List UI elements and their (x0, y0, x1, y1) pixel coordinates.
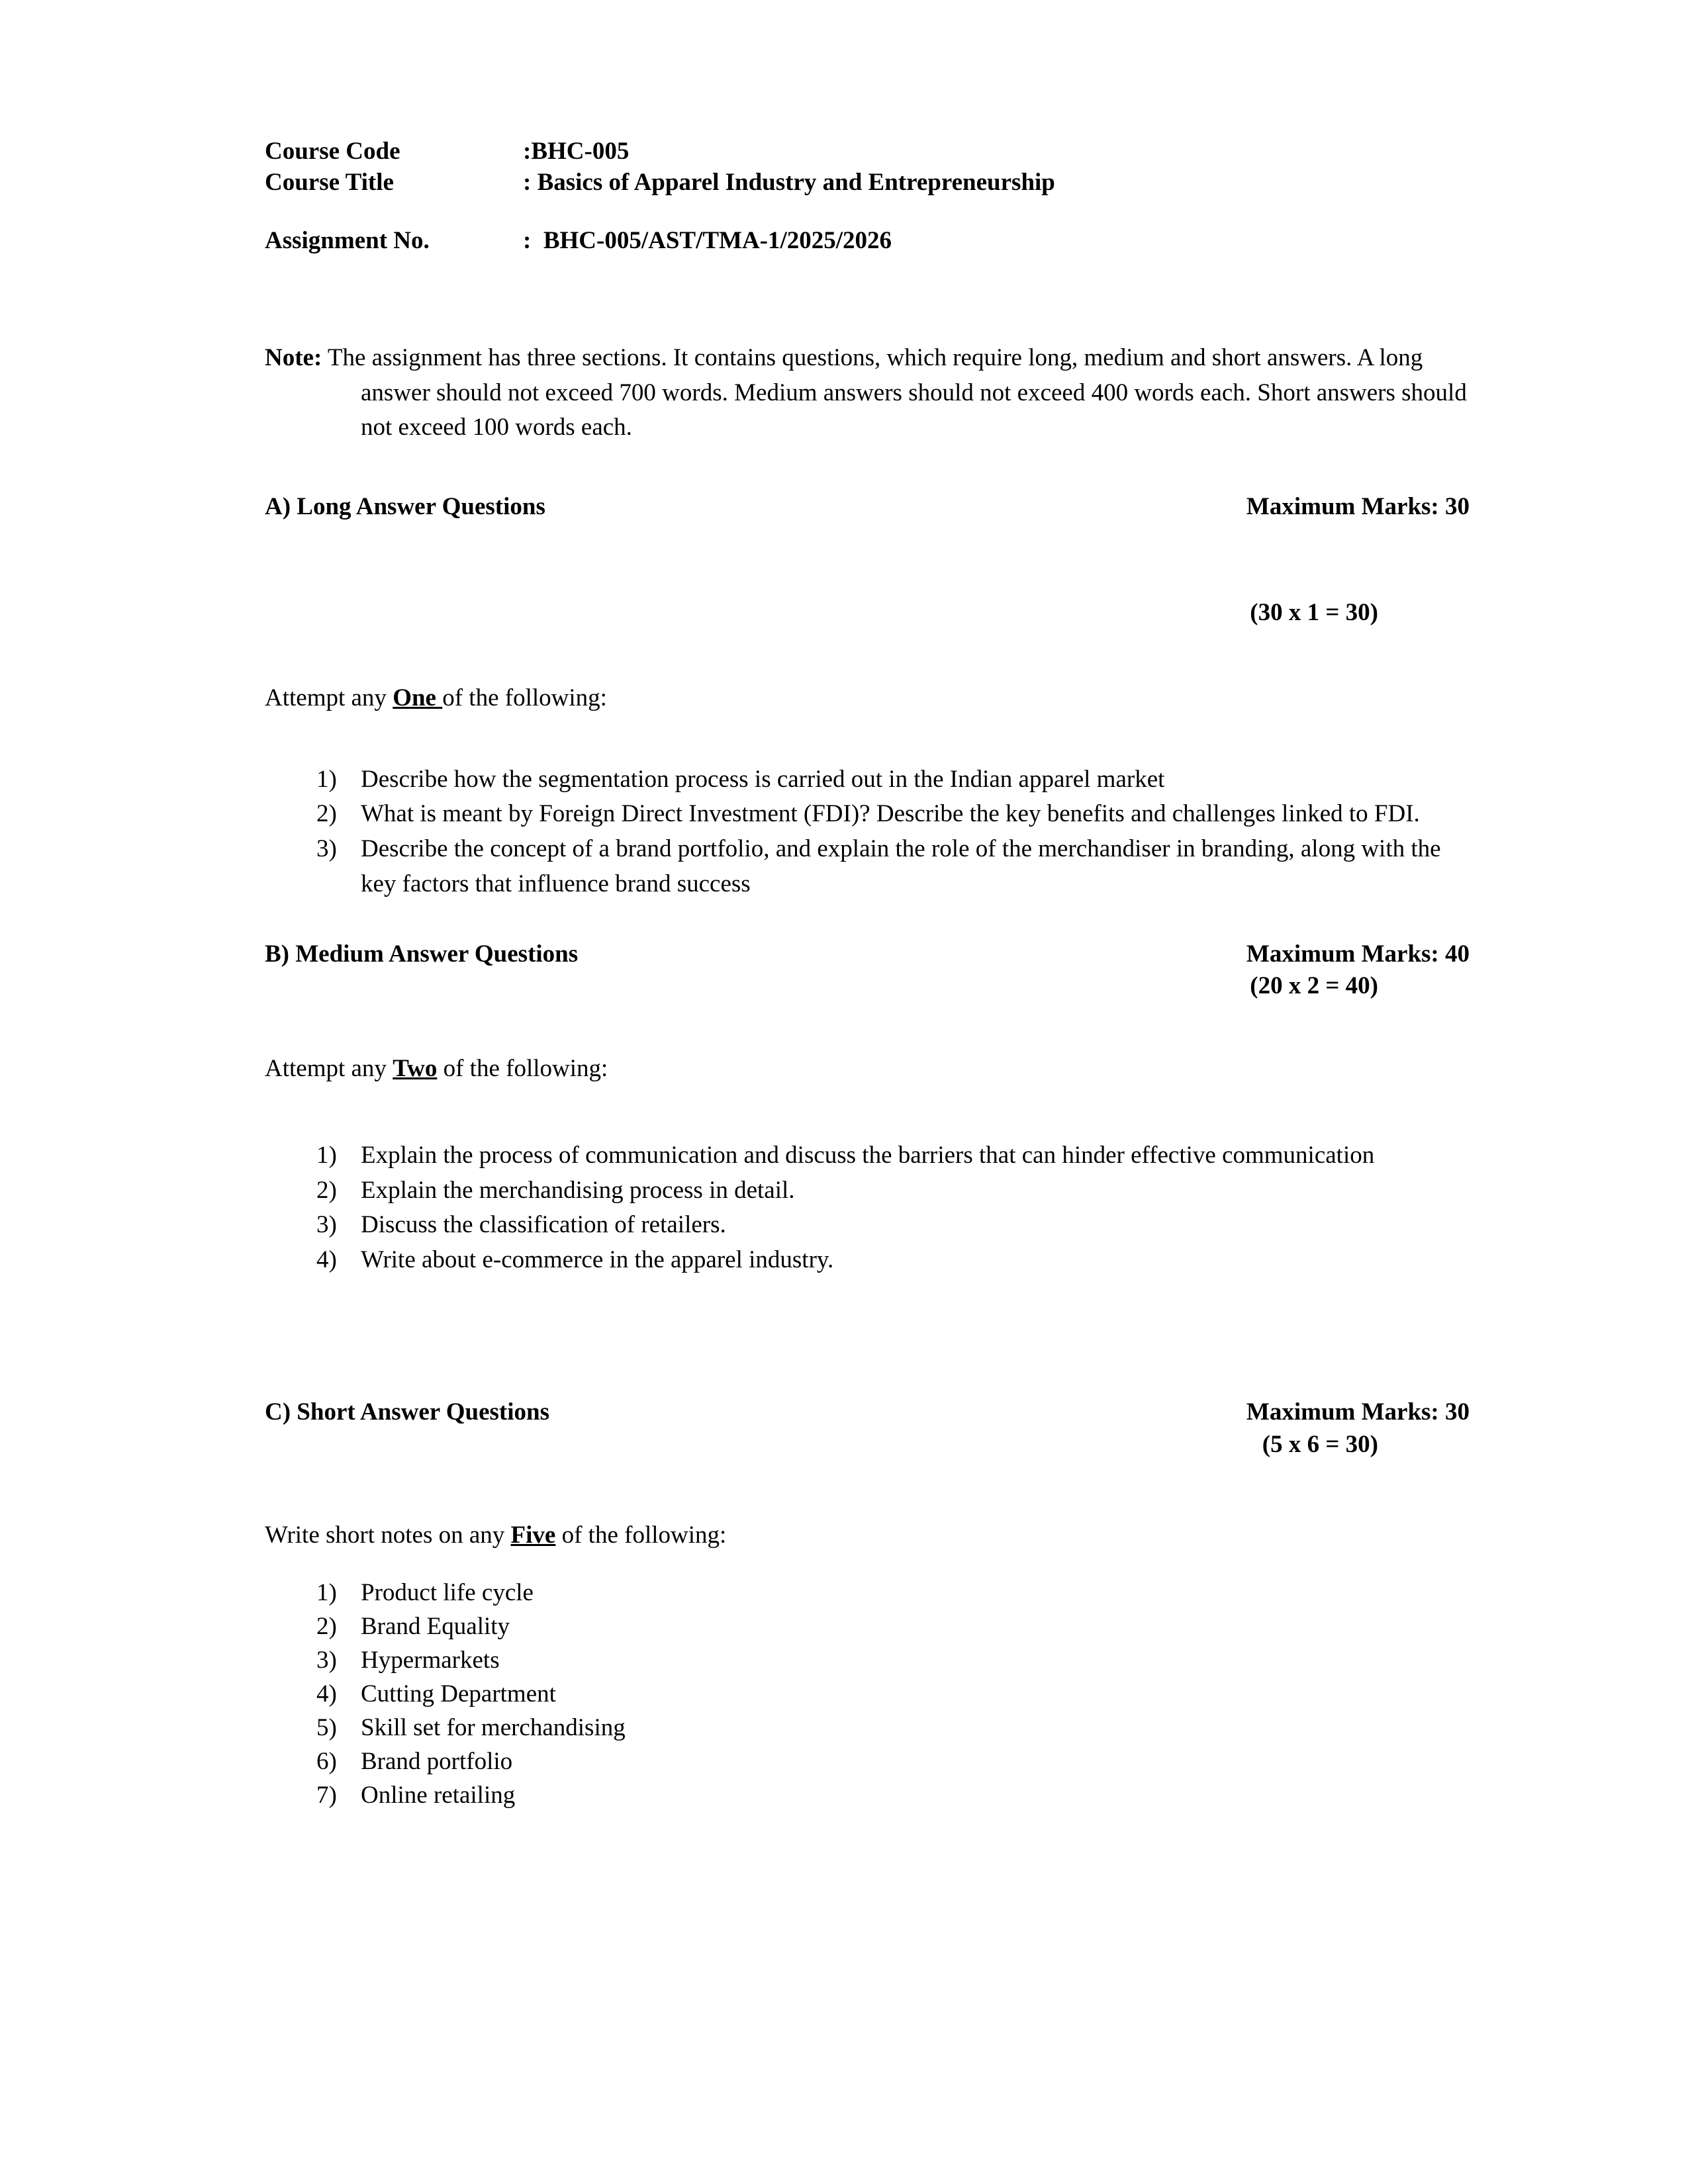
question-number: 1) (316, 1578, 337, 1606)
note-label: Note: (265, 344, 322, 372)
question-text: Skill set for merchandising (361, 1713, 626, 1741)
spacer-section-b-attempt (265, 1002, 1476, 1028)
question-number: 1) (316, 765, 337, 793)
section-c-attempt-line (265, 1520, 1476, 1551)
section-b-attempt-prefix: Attempt any (265, 1055, 393, 1083)
section-a-attempt-emphasis: One (393, 684, 443, 711)
list-item (265, 1643, 1476, 1677)
question-text: Brand portfolio (361, 1748, 513, 1775)
section-a-marks-breakdown: (30 x 1 = 30) (1250, 598, 1378, 626)
question-text: Cutting Department (361, 1680, 556, 1707)
question-number: 2) (316, 1176, 337, 1204)
section-c-attempt-suffix: of the following: (555, 1521, 727, 1549)
course-code-row (265, 136, 1476, 167)
question-text: Product life cycle (361, 1578, 534, 1606)
list-item (265, 1610, 1476, 1643)
section-a-title: A) Long Answer Questions (265, 492, 545, 520)
spacer-before-section-b (265, 901, 1476, 938)
assignment-no-row (265, 225, 1476, 256)
question-text: Write about e-commerce in the apparel industry. (361, 1246, 834, 1273)
section-c-attempt-prefix: Write short notes on any (265, 1521, 511, 1549)
spacer-section-a-attempt (265, 629, 1476, 658)
question-number: 1) (316, 1142, 337, 1169)
question-item (265, 1208, 1476, 1243)
section-c-title: C) Short Answer Questions (265, 1398, 549, 1426)
question-text: Hypermarkets (361, 1646, 500, 1674)
question-text: Describe how the segmentation process is carried out in the Indian apparel market (361, 765, 1165, 793)
section-b-marks-breakdown: (20 x 2 = 40) (1250, 972, 1378, 1000)
meta-spacer (265, 199, 1476, 225)
question-text: Describe the concept of a brand portfolio, and explain the role of the merchandiser in branding, along with the key factors that influence brand success (361, 835, 1441, 897)
question-number: 3) (316, 1211, 337, 1239)
course-meta-block (265, 136, 1476, 256)
question-text: Brand Equality (361, 1612, 510, 1640)
section-a-attempt-line (265, 682, 1476, 714)
section-a-attempt-suffix: of the following: (442, 684, 607, 711)
section-c-heading-row (265, 1396, 1476, 1428)
question-number: 3) (316, 835, 337, 863)
section-a-attempt-prefix: Attempt any (265, 684, 393, 711)
section-a-question-list (265, 762, 1476, 901)
question-item (265, 832, 1476, 901)
question-text: Explain the merchandising process in detail. (361, 1176, 795, 1204)
spacer-before-section-a (265, 470, 1476, 491)
question-item (265, 1243, 1476, 1278)
question-number: 6) (316, 1748, 337, 1775)
question-number: 3) (316, 1646, 337, 1674)
list-item (265, 1711, 1476, 1745)
section-a-max-marks: Maximum Marks: 30 (1246, 492, 1470, 520)
list-item (265, 1778, 1476, 1812)
assignment-no-label: Assignment No. (265, 226, 430, 254)
section-b-question-list (265, 1138, 1476, 1277)
section-b-attempt-emphasis: Two (393, 1055, 438, 1083)
section-c-question-list (265, 1576, 1476, 1812)
question-item (265, 1173, 1476, 1208)
question-number: 5) (316, 1713, 337, 1741)
question-text: Online retailing (361, 1782, 516, 1809)
question-number: 2) (316, 800, 337, 828)
course-title-row (265, 167, 1476, 198)
section-b-attempt-suffix: of the following: (437, 1055, 608, 1083)
section-c-attempt-emphasis: Five (510, 1521, 556, 1549)
question-text: Discuss the classification of retailers. (361, 1211, 726, 1239)
spacer-section-b-list (265, 1109, 1476, 1138)
note-text: The assignment has three sections. It contains questions, which require long, medium and short answers. A long answer should not exceed 700 words. Medium answers should not exceed 400 words each. Short answers should not exceed 100 words each. (322, 344, 1467, 441)
note-paragraph (265, 341, 1476, 445)
question-item (265, 762, 1476, 797)
course-code-value: :BHC-005 (523, 138, 630, 165)
section-b-attempt-line (265, 1053, 1476, 1085)
course-code-label: Course Code (265, 138, 400, 165)
list-item (265, 1576, 1476, 1610)
question-number: 7) (316, 1782, 337, 1809)
section-b-max-marks: Maximum Marks: 40 (1246, 940, 1470, 968)
question-text: What is meant by Foreign Direct Investment (FDI)? Describe the key benefits and challenges linked to FDI. (361, 800, 1420, 828)
spacer-section-a-list (265, 739, 1476, 762)
list-item (265, 1745, 1476, 1778)
section-b-heading-row (265, 938, 1476, 970)
list-item (265, 1677, 1476, 1711)
section-c-max-marks: Maximum Marks: 30 (1246, 1398, 1470, 1426)
question-item (265, 1138, 1476, 1173)
spacer-section-a-marks (265, 523, 1476, 597)
question-text: Explain the process of communication and discuss the barriers that can hinder effective communication (361, 1142, 1375, 1169)
spacer-before-section-c (265, 1277, 1476, 1396)
course-title-value: : Basics of Apparel Industry and Entrepreneurship (523, 169, 1055, 197)
question-number: 2) (316, 1612, 337, 1640)
section-b-title: B) Medium Answer Questions (265, 940, 579, 968)
question-number: 4) (316, 1680, 337, 1707)
spacer-section-c-attempt (265, 1461, 1476, 1495)
section-c-marks-breakdown: (5 x 6 = 30) (1262, 1430, 1378, 1458)
question-number: 4) (316, 1246, 337, 1273)
question-item (265, 797, 1476, 832)
course-title-label: Course Title (265, 169, 394, 197)
document-content (265, 136, 1476, 1812)
assignment-no-value: : BHC-005/AST/TMA-1/2025/2026 (523, 226, 892, 254)
section-a-heading-row (265, 491, 1476, 523)
